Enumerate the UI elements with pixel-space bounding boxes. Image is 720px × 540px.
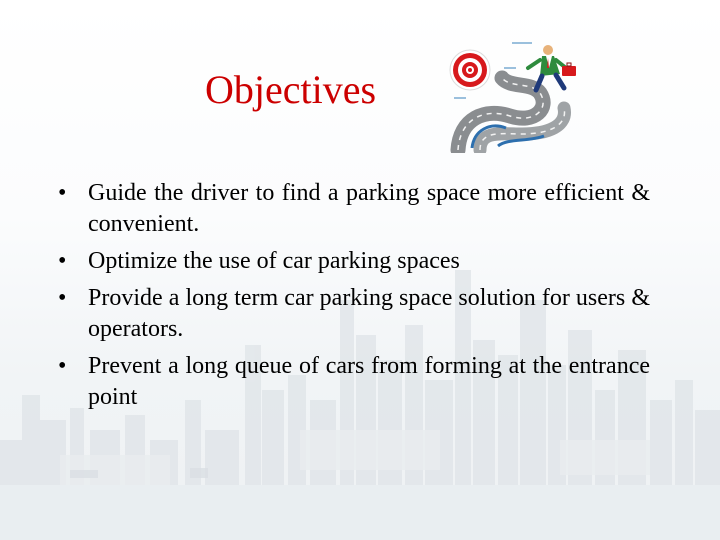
bullet-glyph: • — [58, 353, 67, 379]
bullet-glyph: • — [58, 180, 67, 206]
bullet-item — [58, 351, 650, 413]
bullet-text: Prevent a long queue of cars from forming at the entrance point — [88, 353, 650, 410]
bullet-item — [58, 246, 650, 277]
bullet-text: Guide the driver to find a parking space more efficient & convenient. — [88, 180, 650, 237]
bullet-item — [58, 178, 650, 240]
slide-title: Objectives — [205, 67, 377, 112]
objectives-list — [58, 178, 650, 419]
bullet-glyph: • — [58, 248, 67, 274]
bullet-text: Provide a long term car parking space solution for users & operators. — [88, 285, 650, 342]
bullet-glyph: • — [58, 285, 67, 311]
bullet-item — [58, 283, 650, 345]
target-road-businessman-clipart — [440, 38, 590, 153]
bullet-text: Optimize the use of car parking spaces — [88, 248, 460, 274]
